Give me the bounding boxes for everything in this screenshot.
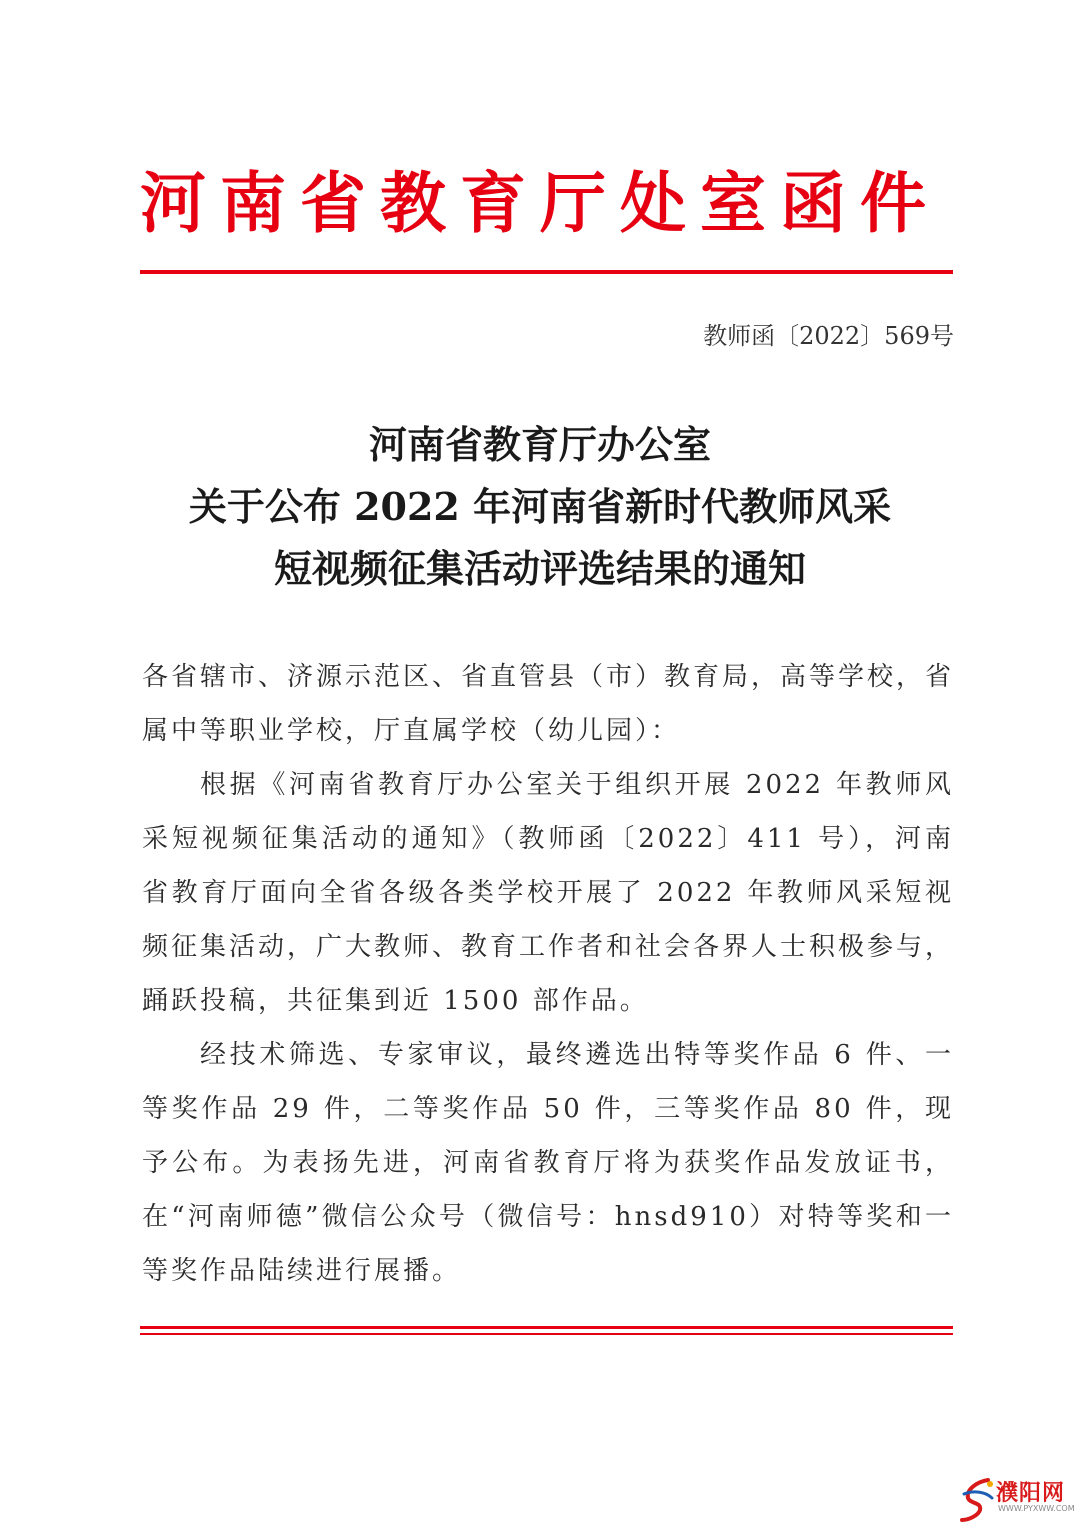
- document-body: [142, 650, 954, 1298]
- masthead-title: 河南省教育厅处室函件: [140, 164, 940, 242]
- watermark: [958, 1474, 1078, 1526]
- document-title: [0, 414, 1080, 600]
- footer-rule-top: [140, 1326, 953, 1329]
- title-line: 短视频征集活动评选结果的通知: [273, 546, 806, 591]
- title-line: 河南省教育厅办公室: [368, 422, 711, 467]
- salutation: 各省辖市、济源示范区、省直管县（市）教育局，高等学校，省属中等职业学校，厅直属学校（幼儿园）：: [142, 662, 955, 746]
- body-paragraph: 经技术筛选、专家审议，最终遴选出特等奖作品 6 件、一等奖作品 29 件，二等奖作品 50 件，三等奖作品 80 件，现予公布。为表扬先进，河南省教育厅将为获奖作品发放证书，在“河南师德”微信公众号（微信号：hnsd910）对特等奖和一等奖作品陆续进行展播。: [142, 1040, 954, 1286]
- watermark-url: WWW.PYXWW.COM: [998, 1504, 1075, 1513]
- watermark-logo-text: 濮阳网: [996, 1481, 1066, 1506]
- document-number: 教师函〔2022〕569号: [703, 322, 954, 350]
- pyxww-logo-icon: [958, 1476, 998, 1524]
- title-line: 关于公布 2022 年河南省新时代教师风采: [188, 484, 892, 529]
- footer-rule-bottom: [140, 1333, 953, 1335]
- body-paragraph: 根据《河南省教育厅办公室关于组织开展 2022 年教师风采短视频征集活动的通知》（教师函〔2022〕411 号），河南省教育厅面向全省各级各类学校开展了 2022 年教师风采短视频征集活动，广大教师、教育工作者和社会各界人士积极参与，踊跃投稿，共征集到近 1500 部作品。: [142, 770, 955, 1016]
- header-rule: [140, 270, 953, 274]
